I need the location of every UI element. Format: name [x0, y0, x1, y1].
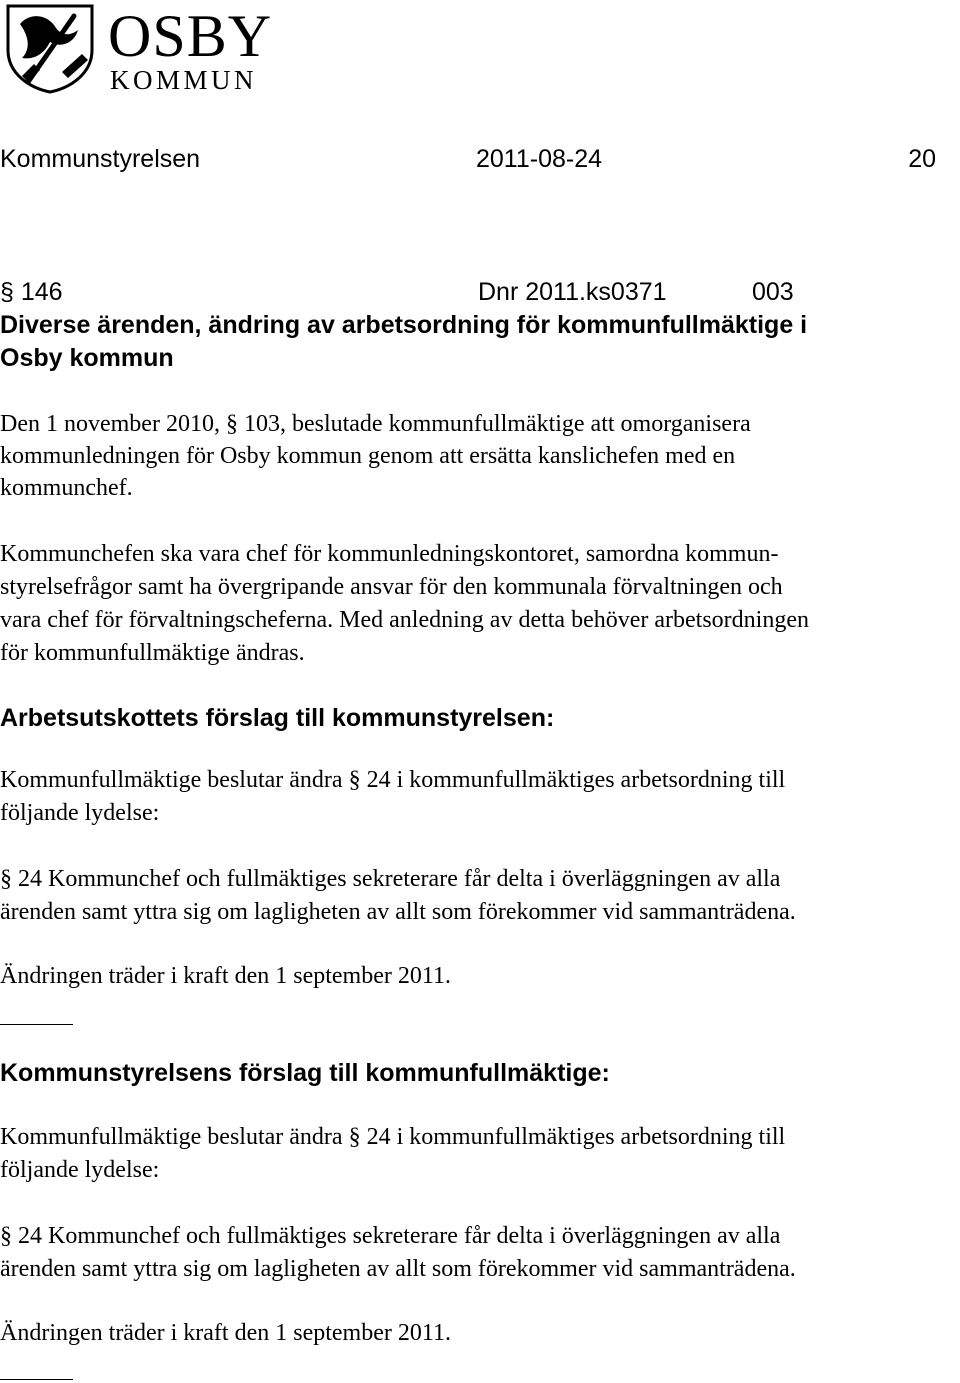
background-line: Kommunchefen ska vara chef för kommunledningskontoret, samordna kommun- [0, 541, 779, 567]
header-page-number: 20 [908, 145, 936, 173]
archive-code: 003 [752, 278, 794, 306]
background-line: för kommunfullmäktige ändras. [0, 640, 305, 666]
intro-line: kommunchef. [0, 475, 133, 501]
ks-text-line: § 24 Kommunchef och fullmäktiges sekreterare får delta i överläggningen av alla [0, 1223, 781, 1249]
paragraph-number: § 146 [0, 278, 63, 306]
osby-kommun-logo [4, 2, 276, 97]
case-title-line-2: Osby kommun [0, 344, 174, 372]
ks-decision-line: följande lydelse: [0, 1157, 160, 1183]
ks-proposal-heading: Kommunstyrelsens förslag till kommunfullmäktige: [0, 1059, 610, 1087]
intro-line: Den 1 november 2010, § 103, beslutade kommunfullmäktige att omorganisera [0, 411, 751, 437]
diary-number: Dnr 2011.ks0371 [478, 278, 667, 306]
header-date: 2011-08-24 [476, 145, 603, 173]
case-title-line-1: Diverse ärenden, ändring av arbetsordning för kommunfullmäktige i [0, 311, 808, 339]
au-decision-line: följande lydelse: [0, 800, 160, 826]
logo-subtitle: KOMMUN [110, 65, 258, 95]
intro-line: kommunledningen för Osby kommun genom att ersätta kanslichefen med en [0, 443, 736, 469]
header-organ: Kommunstyrelsen [0, 145, 201, 173]
section-divider [0, 1379, 73, 1380]
coat-of-arms-icon [4, 2, 100, 94]
au-text-line: § 24 Kommunchef och fullmäktiges sekreterare får delta i överläggningen av alla [0, 866, 781, 892]
au-effective-date: Ändringen träder i kraft den 1 september 2011. [0, 963, 451, 989]
background-line: styrelsefrågor samt ha övergripande ansvar för den kommunala förvaltningen och [0, 574, 783, 600]
logo-wordmark: OSBY [108, 3, 273, 69]
section-divider [0, 1024, 73, 1025]
background-line: vara chef för förvaltningscheferna. Med anledning av detta behöver arbetsordningen [0, 607, 809, 633]
au-proposal-heading: Arbetsutskottets förslag till kommunstyrelsen: [0, 704, 555, 732]
ks-decision-line: Kommunfullmäktige beslutar ändra § 24 i kommunfullmäktiges arbetsordning till [0, 1124, 786, 1150]
ks-text-line: ärenden samt yttra sig om lagligheten av allt som förekommer vid sammanträdena. [0, 1256, 796, 1282]
au-text-line: ärenden samt yttra sig om lagligheten av allt som förekommer vid sammanträdena. [0, 899, 796, 925]
au-decision-line: Kommunfullmäktige beslutar ändra § 24 i kommunfullmäktiges arbetsordning till [0, 767, 786, 793]
ks-effective-date: Ändringen träder i kraft den 1 september 2011. [0, 1320, 451, 1346]
